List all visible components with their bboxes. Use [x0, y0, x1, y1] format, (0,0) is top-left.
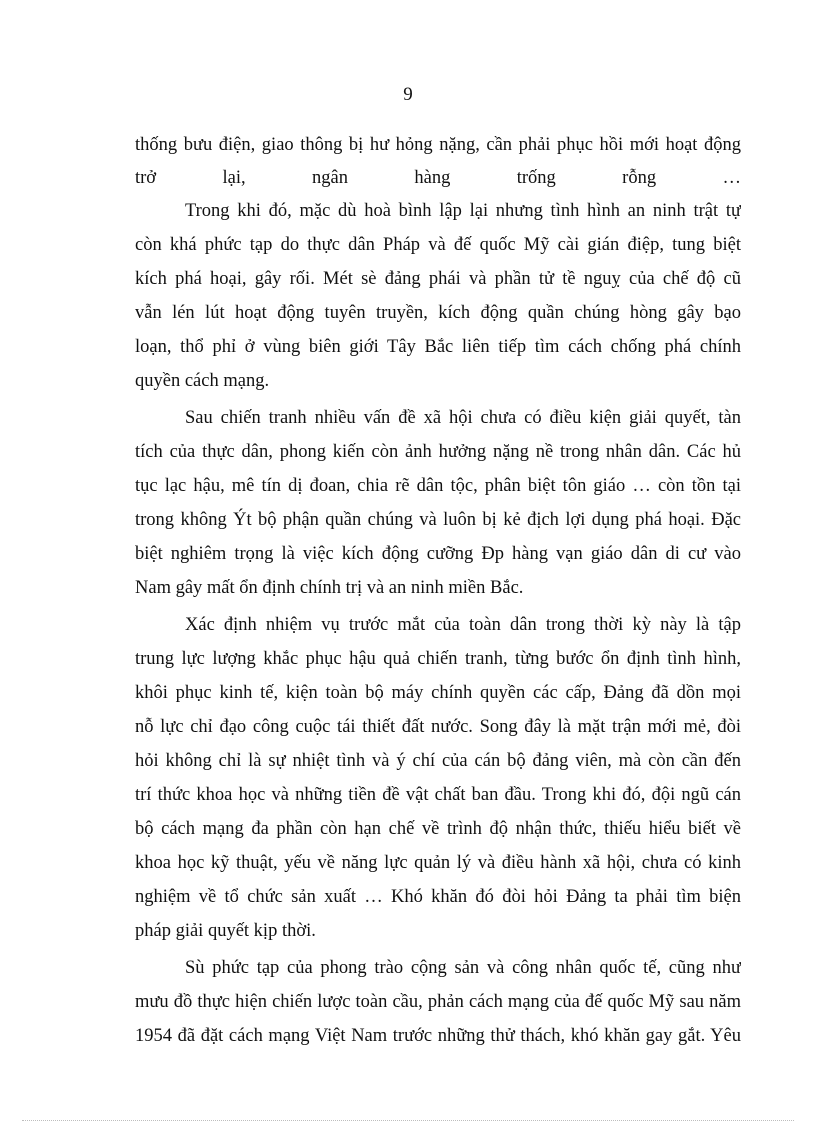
text-line: trung lực lượng khắc phục hậu quả chiến tranh, từng bước ổn định tình hình, [135, 649, 741, 669]
word: ngân [312, 168, 348, 188]
text-line: khôi phục kinh tế, kiện toàn bộ máy chính quyền các cấp, Đảng đã dồn mọi [135, 683, 741, 703]
text-line: Nam gây mất ổn định chính trị và an ninh miền Bắc. [135, 578, 524, 598]
word: trống [516, 168, 556, 188]
text-line: 1954 đã đặt cách mạng Việt Nam trước những thử thách, khó khăn gay gắt. Yêu [135, 1026, 741, 1046]
page-bottom-divider [22, 1120, 794, 1121]
word: … [722, 168, 741, 188]
text-line: còn khá phức tạp do thực dân Pháp và đế quốc Mỹ cài gián điệp, tung biệt [135, 235, 741, 255]
text-line: tục lạc hậu, mê tín dị đoan, chia rẽ dân tộc, phân biệt tôn giáo … còn tồn tại [135, 476, 741, 496]
text-line: nghiệm về tổ chức sản xuất … Khó khăn đó đòi hỏi Đảng ta phải tìm biện [135, 887, 741, 907]
paragraph-first-line: Sau chiến tranh nhiều vấn đề xã hội chưa có điều kiện giải quyết, tàn [185, 408, 741, 428]
page-number: 9 [403, 84, 413, 105]
text-line: mưu đồ thực hiện chiến lược toàn cầu, phản cách mạng của đế quốc Mỹ sau năm [135, 992, 741, 1012]
text-line: trong không Ýt bộ phận quần chúng và luôn bị kẻ địch lợi dụng phá hoại. Đặc [135, 510, 741, 530]
text-line: kích phá hoại, gây rối. Mét sè đảng phái và phần tử tề nguỵ của chế độ cũ [135, 269, 741, 289]
paragraph-first-line: Trong khi đó, mặc dù hoà bình lập lại nhưng tình hình an ninh trật tự [185, 201, 741, 221]
text-line: loạn, thổ phỉ ở vùng biên giới Tây Bắc liên tiếp tìm cách chống phá chính [135, 337, 741, 357]
text-line: nỗ lực chỉ đạo công cuộc tái thiết đất nước. Song đây là mặt trận mới mẻ, đòi [135, 717, 741, 737]
text-line-spread [135, 161, 741, 195]
paragraph-first-line: Xác định nhiệm vụ trước mắt của toàn dân trong thời kỳ này là tập [185, 615, 741, 635]
paragraph-first-line: Sù phức tạp của phong trào cộng sản và công nhân quốc tế, cũng như [185, 958, 741, 978]
word: trở [135, 168, 157, 188]
word: rỗng [622, 168, 657, 188]
text-line: trí thức khoa học và những tiền đề vật chất ban đầu. Trong khi đó, đội ngũ cán [135, 785, 741, 805]
text-line: bộ cách mạng đa phần còn hạn chế về trình độ nhận thức, thiếu hiểu biết về [135, 819, 741, 839]
text-line: pháp giải quyết kịp thời. [135, 921, 316, 941]
text-line: tích của thực dân, phong kiến còn ảnh hưởng nặng nề trong nhân dân. Các hủ [135, 442, 741, 462]
text-line: khoa học kỹ thuật, yếu về năng lực quản lý và điều hành xã hội, chưa có kinh [135, 853, 741, 873]
text-line: biệt nghiêm trọng là việc kích động cưỡng Ðp hàng vạn giáo dân di cư vào [135, 544, 741, 564]
text-line: quyền cách mạng. [135, 371, 270, 391]
text-line: thống bưu điện, giao thông bị hư hỏng nặng, cần phải phục hồi mới hoạt động [135, 135, 741, 155]
word: lại, [222, 168, 246, 188]
text-line: vẫn lén lút hoạt động tuyên truyền, kích động quần chúng hòng gây bạo [135, 303, 741, 323]
word: hàng [414, 168, 451, 188]
text-line: hỏi không chỉ là sự nhiệt tình và ý chí của cán bộ đảng viên, mà còn cần đến [135, 751, 741, 771]
